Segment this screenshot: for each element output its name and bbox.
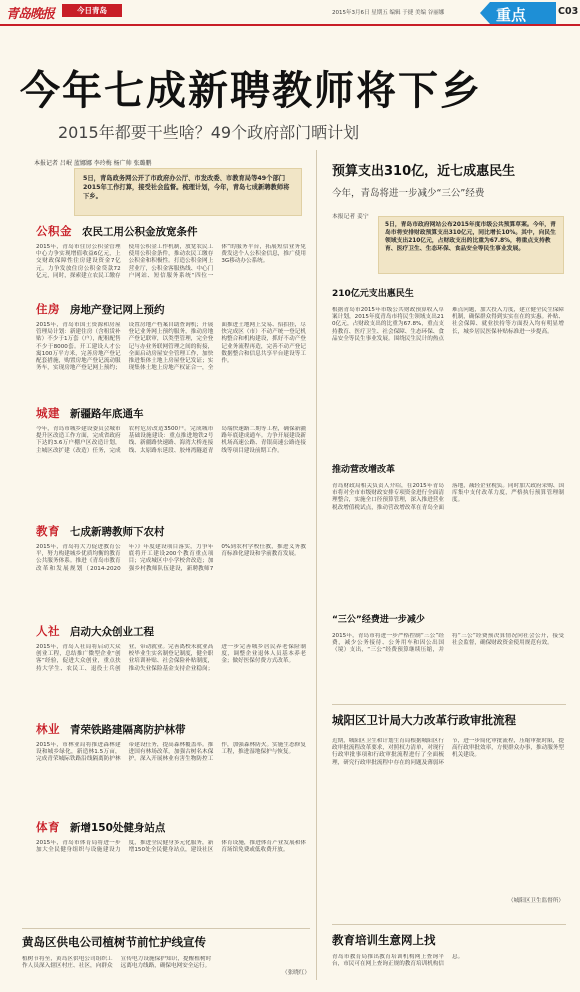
budget-article: [332, 160, 564, 220]
block-body: 2015年，青岛市将进一步严格控制“三公”经费，减少公务接待、公务用车和因公出国（境）支出，“三公”经费预算继续压缩，并将“三公”经费预决算情况向社会公开，接受社会监督，确保财政资金使用规范有效。: [332, 633, 564, 654]
section-sports: [36, 820, 306, 902]
section-title: 七成新聘教师下农村: [70, 525, 165, 538]
section-body: 2015年，青岛市住房公积金管理中心力争实现增值收益6亿元，上交财政保障性住房建设资金7亿元。力争发放住房公积金贷款72亿元，同时，探索建立农民工缴存使用公积金工作机制，放宽农民工使用公积金条件，推动农民工缴存公积金和积极性。打造公积金网上营业厅，公积金客服热线、中心门户网站、短信服务系统“四位一体”的服务平台，拓展短信业务免费发送个人公积金信息，推广使用3G移动办公系统。: [36, 244, 306, 279]
focus-flag-arrow-icon: [480, 2, 490, 24]
budget-subheadline: 今年，青岛将进一步减少“三公”经费: [332, 188, 485, 199]
left-bottom-note: （张晓红）: [282, 970, 310, 976]
section-key: 林业: [36, 722, 60, 736]
left-bottom-rule: [22, 928, 310, 929]
issue-meta: 2015年3月6日 星期五 编辑 于捷 美编 谷丽娜: [332, 10, 445, 16]
section-forestry: [36, 722, 306, 820]
newspaper-logo: 青岛晚报: [6, 7, 55, 22]
focus-flag-label: 重点: [496, 6, 527, 24]
masthead: [0, 0, 580, 26]
subheadline: 2015年都要干些啥？49个政府部门晒计划: [58, 123, 360, 142]
right-mid-rule: [332, 704, 566, 705]
left-bottom-body: 植树节将至，黄岛区供电公司组织工作人员深入辖区村庄、社区，向群众宣传电力设施保护知识，提醒植树时远离电力线路，确保电网安全运行。: [22, 956, 212, 970]
lead-box: [74, 168, 302, 216]
section-title: 新增150处健身站点: [70, 821, 166, 834]
section-title: 农民工用公积金放宽条件: [82, 225, 198, 238]
budget-lead-text: 5日，青岛市政府网站公布2015年度市级公共预算草案。今年，青岛市将安排财政预算支出310亿元，同比增长10%。其中，向民生领域支出210亿元，占财政支出的比重为67.8%，将重点支持教育、医疗卫生、生态环保、食品安全等民生事业发展。: [385, 222, 556, 252]
section-key: 人社: [36, 624, 60, 638]
block-title: 210亿元支出惠民生: [332, 289, 414, 299]
approval-headline: 城阳区卫计局大力改革行政审批流程: [332, 713, 516, 727]
training-body: 青岛市教育局推出教育培训机构网上查询平台，市民可在网上查询正规的教育培训机构信息。: [332, 954, 464, 968]
section-key: 城建: [36, 406, 60, 420]
headline: 今年七成新聘教师将下乡: [20, 68, 482, 114]
masthead-rule: [0, 24, 580, 26]
approval-article: [332, 712, 564, 906]
section-housing-fund: [36, 224, 306, 304]
section-key: 住房: [36, 302, 60, 316]
budget-block-3: [332, 612, 564, 709]
section-body: 今年，青岛市城乡建设委员会城市提升区改造工作方面，完成省政府下达的3.6万户棚户区改造计划，主城区改扩建（改造）任务，完成农村危房改造3500户。完成城市基础设施建设：重点推进地铁2号线、新疆路快速路、海湾大桥连接线、太原路东延段、胶州湾隧道青岛端快速路二期等工程，确保新疆路年底建成通车。力争开展建设新机场高速公路、青银高速公路连接线等项目建设前期工作。: [36, 426, 306, 454]
section-key: 教育: [36, 524, 60, 538]
section-body: 2015年，青岛市国土资源和房屋管理局计划：新建住房（含租赁补贴）不少于1万套（户），配租配售不少于8000套。开工建设人才公寓100万平方米，完善房地产登记配套措施，购置房地产登记流动服务车，实现房地产登记网上预约；设置房地产档案自助查询机；开展登记业务网上预约服务，推动房地产登记联审，以类型管理，完全登记与办业务联网管理之间的衔接，全面启动房屋安全管理工作，加快推进集体土地上房屋登记发证；实现集体土地上房地产权证合一，全面推进土地网上交易、招拍挂，尽快完成区（市）不动产统一登记机构整合和机构建设，抓好不动产登记业务流程再造，完善不动产登记数据整合和信息共享平台建设等工作。: [36, 322, 306, 372]
section-name: 今日青岛: [77, 6, 107, 15]
column-divider: [316, 150, 317, 980]
block-title: “三公”经费进一步减少: [332, 615, 425, 625]
approval-note: （城阳区卫生监督所）: [508, 898, 564, 904]
page-number: C03: [558, 6, 579, 17]
section-education: [36, 524, 306, 624]
section-body: 2015年，市林业局将推进森林建设和城乡绿化，新造林1.5万亩，完成青荣城际铁路沿线隔离防护林带建设任务，提高森林覆盖率。推进国有林场改革，加强古树名木保护。深入开展林业有害生物防控工作，加强森林防火。实施生态修复工程，推进湿地保护与恢复。: [36, 742, 306, 763]
section-title: 新疆路年底通车: [70, 407, 144, 420]
left-bottom-headline: 黄岛区供电公司植树节前忙护线宣传: [22, 935, 206, 949]
budget-lead-box: [378, 216, 564, 274]
section-body: 2015年，青岛人社局将启动大众创业工程，总结推广微型企业“创客”经验，促进大众创业，重点扶持大学生、农民工、退役士兵创业，带动就业。完善离校未就业高校毕业生实名制登记制度，健全职业培训补贴、社会保险补贴制度，推动失业保险基金支持企业稳岗；进一步完善城乡居民养老保险制度，调整企业退休人员基本养老金；做好医保付费方式改革。: [36, 644, 306, 672]
section-human-resources: [36, 624, 306, 722]
block-title: 推动营改增改革: [332, 465, 396, 475]
budget-byline: 本报记者 姜宁: [332, 214, 369, 220]
focus-flag: [490, 2, 556, 24]
training-headline: 教育培训生意网上找: [332, 933, 436, 947]
section-body: 2015年，青岛将大力促进教育公平，努力构建城乡优质均衡的教育公共服务体系。推进《青岛市教育改革和发展规划（2014-2020年）》年度建设项目落实，力争年底将开工建设200个教育重点项目；完成城区中小学校舍改造；加强乡村教师队伍建设，新聘教师70%到农村学校任教，推进义务教育标准化建设和学前教育发展。: [36, 544, 306, 572]
budget-headline: 预算支出310亿，近七成惠民生: [332, 164, 516, 179]
section-key: 公积金: [36, 224, 72, 238]
section-housing: [36, 302, 306, 408]
budget-block-2: [332, 462, 564, 607]
section-title: 房地产登记网上预约: [70, 303, 165, 316]
right-bottom-rule: [332, 924, 566, 925]
left-byline: 本报记者 吕岷 蓝娜娜 李玲梅 杨广帅 张璐鹏: [34, 160, 152, 167]
approval-body: 近期，城阳区卫生和计划生育局根据城阳区行政审批流程改革要求，对照权力清单，对现行行政审批事项和行政审批流程进行了全面梳理，研究行政审批流程中存在的问题及薄弱环节，进一步简化审批流程，压缩审批时限，提高行政审批效率，方便群众办事，推动服务型机关建设。: [332, 738, 564, 766]
section-title: 青荣铁路建隔离防护林带: [70, 723, 186, 736]
section-body: 2015年，青岛市体育局将进一步加大全民健身组织与设施建设力度，推进全民健身多元化服务，新增150处全民健身站点，建设社区体育设施，推进体育产业发展和体育场馆免费或低收费开放。: [36, 840, 306, 854]
section-urban-construction: [36, 406, 306, 526]
lead-text: 5日，青岛政务网公开了市政府办公厅、市发改委、市教育局等49个部门2015年工作打算，接受社会监督。梳理计划，今年，青岛七成新聘教师将下乡。: [83, 175, 290, 200]
section-tag: [62, 4, 122, 17]
section-key: 体育: [36, 820, 60, 834]
training-article: [332, 932, 564, 984]
budget-block-1: [332, 286, 564, 459]
left-bottom-article: [22, 934, 310, 992]
section-title: 启动大众创业工程: [70, 625, 154, 638]
block-body: 青岛财政局相关负责人介绍，在2015年青岛市将对全市市级财政安排专项资金进行全面清理整合，实施全口径预算管理，深入推进营业税改增值税试点，推动营改增改革在青岛全面落地，减轻企业税负。同时加大政府采购、国库集中支付改革力度，严格执行预算管理制度。: [332, 483, 564, 511]
block-body: 根据青岛市2015年市级公共财政预算收入草案计划，2015年度青岛市将民生领域支出210亿元，占财政支出的比重为67.8%，重点支持教育、医疗卫生、社会保障、生态环保、食品安全等民生事业发展。围绕民生民计的热点难点问题，加大投入力度，建立健全民生保障机制，确保群众得到实实在在的实惠。补贴、社会保障、就业扶持等方面投入均有明显增长，城乡居民医保补贴标准进一步提高。: [332, 307, 564, 342]
